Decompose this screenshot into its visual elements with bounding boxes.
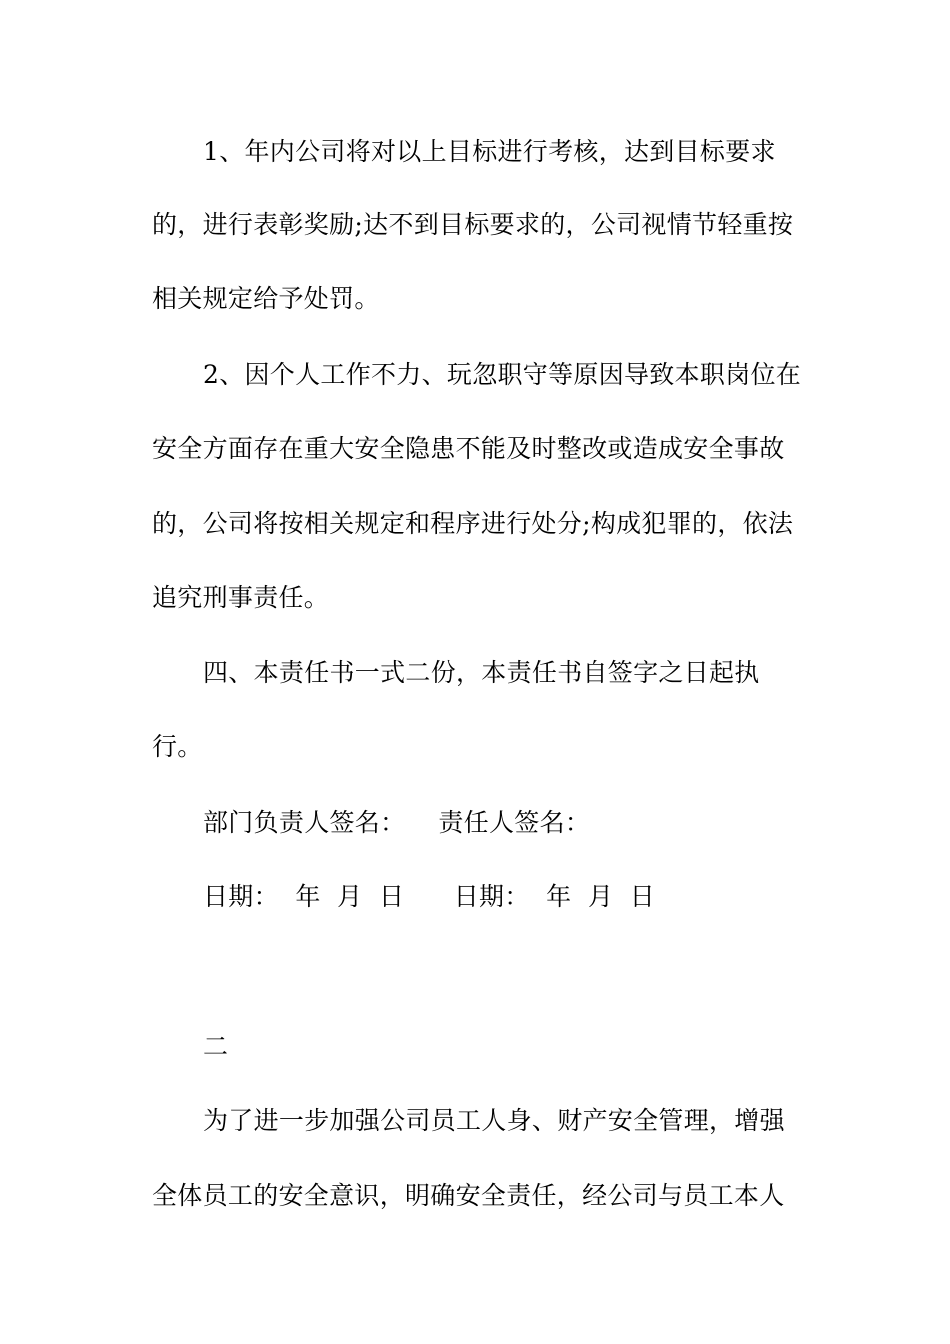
paragraph-1-line-2: 的，进行表彰奖励;达不到目标要求的，公司视情节轻重按 [152, 210, 794, 239]
paragraph-3-line-2: 行。 [152, 732, 203, 761]
date-line: 日期： 年 月 日 日期： 年 月 日 [203, 882, 656, 911]
paragraph-3-line-1: 四、本责任书一式二份，本责任书自签字之日起执 [203, 658, 760, 687]
paragraph-2-line-2: 安全方面存在重大安全隐患不能及时整改或造成安全事故 [152, 434, 785, 463]
paragraph-2-line-1: 2、因个人工作不力、玩忽职守等原因导致本职岗位在 [203, 360, 802, 389]
paragraph-1-line-1: 1、年内公司将对以上目标进行考核，达到目标要求 [203, 137, 776, 166]
paragraph-1-line-3: 相关规定给予处罚。 [152, 284, 380, 313]
paragraph-2-line-3: 的，公司将按相关规定和程序进行处分;构成犯罪的，依法 [152, 509, 794, 538]
section-heading: 二 [203, 1032, 229, 1061]
paragraph-2-line-4: 追究刑事责任。 [152, 583, 330, 612]
paragraph-4-line-1: 为了进一步加强公司员工人身、财产安全管理，增强 [203, 1106, 785, 1135]
paragraph-4-line-2: 全体员工的安全意识，明确安全责任，经公司与员工本人 [152, 1181, 785, 1210]
signature-line: 部门负责人签名： 责任人签名： [203, 808, 591, 837]
